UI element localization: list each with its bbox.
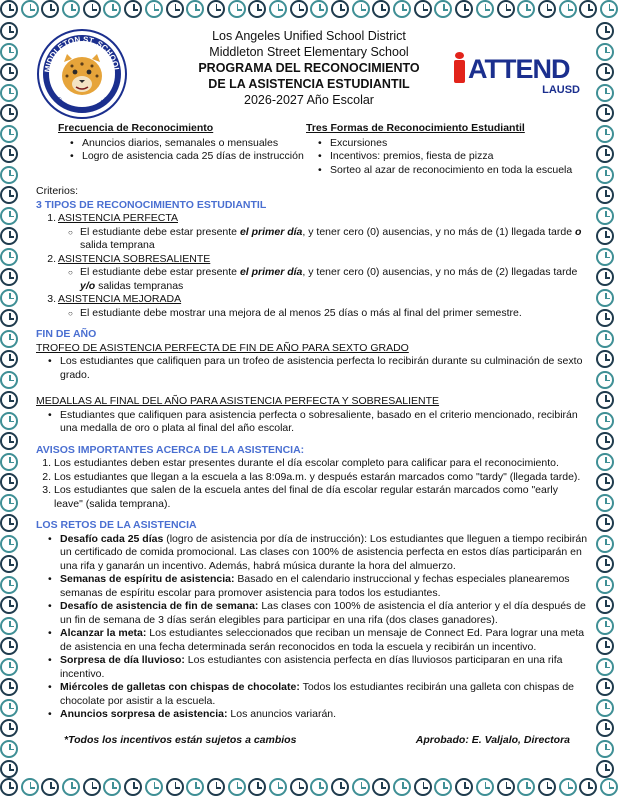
clock-icon <box>596 63 614 81</box>
program-title-line2: DE LA ASISTENCIA ESTUDIANTIL <box>208 77 410 91</box>
clock-icon <box>310 778 328 796</box>
clock-icon <box>228 778 246 796</box>
border-left <box>0 22 22 778</box>
clock-icon <box>0 371 18 389</box>
iattend-text: ATTEND <box>468 54 570 84</box>
clock-icon <box>0 166 18 184</box>
clock-icon <box>559 0 577 18</box>
clock-icon <box>596 84 614 102</box>
type-description: ○ El estudiante debe estar presente el primer día, y tener cero (0) ausencias, y no más de (2) llegadas tarde y/o salidas tempranas <box>80 266 588 293</box>
logo-motto: On the Road to Knowledge <box>55 95 109 115</box>
challenge-item: • Semanas de espíritu de asistencia: Basado en el calendario instruccional y fechas especiales planearemos semanas de espíritu escolar para promover asistencia para todos los estudiantes. <box>52 573 588 600</box>
notices-list <box>36 457 588 511</box>
clock-icon <box>0 617 18 635</box>
clock-icon <box>434 778 452 796</box>
clock-icon <box>596 740 614 758</box>
clock-icon <box>596 145 614 163</box>
clock-icon <box>103 0 121 18</box>
clock-icon <box>0 391 18 409</box>
clock-icon <box>0 514 18 532</box>
clock-icon <box>166 778 184 796</box>
clock-icon <box>0 227 18 245</box>
frequency-title: Frecuencia de Reconocimiento <box>58 122 214 134</box>
clock-icon <box>596 43 614 61</box>
medals-text: • Estudiantes que califiquen para asistencia perfecta o sobresaliente, basado en el criterio mencionado, recibirán una medalla de oro o plata al final del año escolar. <box>52 409 588 436</box>
clock-icon <box>596 289 614 307</box>
clock-icon <box>0 145 18 163</box>
clock-icon <box>0 22 18 40</box>
school-year: 2026-2027 Año Escolar <box>244 93 374 107</box>
recognition-columns <box>26 122 592 177</box>
clock-icon <box>207 0 225 18</box>
clock-icon <box>0 699 18 717</box>
clock-icon <box>0 125 18 143</box>
clock-icon <box>538 778 556 796</box>
clock-icon <box>62 778 80 796</box>
clock-icon <box>596 453 614 471</box>
clock-icon <box>538 0 556 18</box>
clock-icon <box>596 104 614 122</box>
clock-icon <box>517 778 535 796</box>
clock-icon <box>21 0 39 18</box>
logo-ring-text: MIDDLETON ST. SCHOOL <box>42 34 122 73</box>
clock-icon <box>0 719 18 737</box>
clock-icon <box>455 0 473 18</box>
trophy-title: TROFEO DE ASISTENCIA PERFECTA DE FIN DE AÑO PARA SEXTO GRADO <box>36 341 409 354</box>
clock-icon <box>145 778 163 796</box>
forms-title: Tres Formas de Reconocimiento Estudiantil <box>306 122 525 134</box>
clock-icon <box>0 778 18 796</box>
school-name: Middleton Street Elementary School <box>209 45 409 59</box>
clock-icon <box>596 227 614 245</box>
clock-icon <box>596 22 614 40</box>
type-description: ○ El estudiante debe estar presente el primer día, y tener cero (0) ausencias, y no más de (1) llegada tarde o salida temprana <box>80 226 588 253</box>
challenges-heading: LOS RETOS DE LA ASISTENCIA <box>36 519 197 531</box>
clock-icon <box>596 166 614 184</box>
notices-heading: AVISOS IMPORTANTES ACERCA DE LA ASISTENCIA: <box>36 443 305 456</box>
clock-icon <box>596 371 614 389</box>
clock-icon <box>559 778 577 796</box>
clock-icon <box>0 576 18 594</box>
clock-icon <box>290 778 308 796</box>
clock-icon <box>0 289 18 307</box>
flyer-page <box>26 22 592 778</box>
clock-icon <box>352 778 370 796</box>
frequency-item: • Anuncios diarios, semanales o mensuales <box>74 137 306 151</box>
clock-icon <box>186 778 204 796</box>
clock-icon <box>0 84 18 102</box>
type-item: 3. ASISTENCIA MEJORADA <box>47 293 182 305</box>
clock-icon <box>414 778 432 796</box>
program-title-line1: PROGRAMA DEL RECONOCIMIENTO <box>198 61 420 75</box>
clock-icon <box>372 0 390 18</box>
clock-icon <box>124 0 142 18</box>
clock-icon <box>0 186 18 204</box>
border-top <box>0 0 618 22</box>
clock-icon <box>0 207 18 225</box>
clock-icon <box>596 514 614 532</box>
iattend-logo <box>454 54 584 104</box>
clock-icon <box>414 0 432 18</box>
clock-icon <box>124 778 142 796</box>
approved-by: Aprobado: E. Valjalo, Directora <box>415 733 570 746</box>
type-description: ○ El estudiante debe mostrar una mejora de al menos 25 días o más al final del primer semestre. <box>80 307 588 321</box>
iattend-i-dot <box>455 52 464 59</box>
clock-icon <box>0 658 18 676</box>
incentives-note: *Todos los incentivos están sujetos a cambios <box>64 733 297 746</box>
clock-icon <box>497 0 515 18</box>
clock-icon <box>248 778 266 796</box>
clock-icon <box>596 350 614 368</box>
criteria-label: Criterios: <box>36 185 79 197</box>
clock-icon <box>476 0 494 18</box>
clock-icon <box>596 678 614 696</box>
trophy-text: • Los estudiantes que califiquen para un trofeo de asistencia perfecta lo recibirán durante su culminación de sexto grado. <box>52 355 588 382</box>
clock-icon <box>41 0 59 18</box>
notice-item: 1. Los estudiantes deben estar presentes durante el día escolar completo para calificar para el reconocimiento. <box>42 457 559 469</box>
clock-icon <box>0 104 18 122</box>
clock-icon <box>269 778 287 796</box>
challenges-list <box>36 533 588 722</box>
footer <box>26 722 592 746</box>
forms-item: • Excursiones <box>322 137 591 151</box>
clock-icon <box>596 576 614 594</box>
clock-icon <box>579 778 597 796</box>
challenge-item: • Anuncios sorpresa de asistencia: Los anuncios variarán. <box>52 708 588 722</box>
criteria-heading: 3 TIPOS DE RECONOCIMIENTO ESTUDIANTIL <box>36 198 267 211</box>
clock-icon <box>0 637 18 655</box>
forms-section <box>306 122 591 177</box>
clock-icon <box>600 0 618 18</box>
clock-icon <box>596 535 614 553</box>
district-name: Los Angeles Unified School District <box>212 29 406 43</box>
clock-icon <box>600 778 618 796</box>
challenge-item: • Alcanzar la meta: Los estudiantes seleccionados que reciban un mensaje de Connect Ed. Para lograr una meta de asistencia en una fecha determinada serán reconocidos en toda la escuela y recibirán un incentivo. <box>52 627 588 654</box>
clock-icon <box>596 719 614 737</box>
clock-icon <box>596 125 614 143</box>
clock-icon <box>331 778 349 796</box>
clock-icon <box>596 760 614 778</box>
clock-icon <box>0 555 18 573</box>
clock-icon <box>476 778 494 796</box>
forms-item: • Sorteo al azar de reconocimiento en toda la escuela <box>322 164 591 178</box>
clock-icon <box>517 0 535 18</box>
clock-icon <box>352 0 370 18</box>
clock-icon <box>0 268 18 286</box>
clock-icon <box>290 0 308 18</box>
clock-icon <box>248 0 266 18</box>
clock-icon <box>596 248 614 266</box>
challenge-item: • Sorpresa de día lluvioso: Los estudiantes con asistencia perfecta en días lluviosos participaran en una rifa incentivo. <box>52 654 588 681</box>
clock-icon <box>62 0 80 18</box>
challenge-item: • Desafío de asistencia de fin de semana: Las clases con 100% de asistencia el día anterior y el día después de un fin de semana de 3 días serán elegibles para participar en una rifa (dos clases ganadores). <box>52 600 588 627</box>
medals-title: MEDALLAS AL FINAL DEL AÑO PARA ASISTENCIA PERFECTA Y SOBRESALIENTE <box>36 395 440 407</box>
notice-item: 3. Los estudiantes que salen de la escuela antes del final de día escolar regular estarán marcados como "early leave" (salida temprana). <box>42 484 558 510</box>
clock-icon <box>596 207 614 225</box>
clock-icon <box>596 596 614 614</box>
clock-icon <box>393 0 411 18</box>
clock-icon <box>0 453 18 471</box>
clock-icon <box>0 494 18 512</box>
clock-icon <box>0 678 18 696</box>
iattend-lausd: LAUSD <box>542 84 580 96</box>
clock-icon <box>455 778 473 796</box>
clock-icon <box>0 760 18 778</box>
clock-icon <box>0 350 18 368</box>
clock-icon <box>579 0 597 18</box>
clock-icon <box>497 778 515 796</box>
header-text <box>136 28 482 108</box>
clock-icon <box>269 0 287 18</box>
recognition-types <box>36 212 588 320</box>
header <box>26 22 592 120</box>
clock-icon <box>596 432 614 450</box>
notice-item: 2. Los estudiantes que llegan a la escuela a las 8:09a.m. y después estarán marcados como "tardy" (llegada tarde). <box>42 470 581 483</box>
clock-icon <box>145 0 163 18</box>
clock-icon <box>166 0 184 18</box>
challenge-item: • Miércoles de galletas con chispas de chocolate: Todos los estudiantes recibirán una galleta con chispas de chocolate por asistir a la escuela. <box>52 681 588 708</box>
type-item: 2. ASISTENCIA SOBRESALIENTE <box>47 252 211 265</box>
clock-icon <box>596 699 614 717</box>
clock-icon <box>596 555 614 573</box>
clock-icon <box>103 778 121 796</box>
clock-icon <box>83 0 101 18</box>
clock-icon <box>596 658 614 676</box>
clock-icon <box>393 778 411 796</box>
clock-icon <box>0 309 18 327</box>
clock-icon <box>0 63 18 81</box>
clock-icon <box>596 637 614 655</box>
clock-icon <box>0 0 18 18</box>
clock-icon <box>228 0 246 18</box>
clock-icon <box>0 473 18 491</box>
year-end-heading: FIN DE AÑO <box>36 328 97 340</box>
frequency-item: • Logro de asistencia cada 25 días de instrucción <box>74 150 306 164</box>
clock-icon <box>310 0 328 18</box>
type-name: ASISTENCIA PERFECTA <box>58 212 178 224</box>
clock-icon <box>596 617 614 635</box>
type-name: ASISTENCIA SOBRESALIENTE <box>58 252 211 265</box>
challenge-item: • Desafío cada 25 días (logro de asistencia por día de instrucción): Los estudiantes que lleguen a tiempo recibirán un certificado de comida promocional. Las clases con 100% de asistencia perfecta en estos días participarán en una rifa y ganarán un incentivo. Además, habrá música durante la hora del almuerzo. <box>52 533 588 574</box>
clock-icon <box>596 412 614 430</box>
iattend-i-stem <box>454 60 465 83</box>
clock-icon <box>21 778 39 796</box>
clock-icon <box>0 412 18 430</box>
clock-icon <box>596 268 614 286</box>
clock-icon <box>83 778 101 796</box>
clock-icon <box>0 432 18 450</box>
body <box>26 185 592 722</box>
clock-icon <box>0 740 18 758</box>
clock-icon <box>0 535 18 553</box>
border-bottom <box>0 778 618 800</box>
clock-icon <box>434 0 452 18</box>
clock-icon <box>596 330 614 348</box>
border-right <box>596 22 618 778</box>
frequency-section <box>58 122 306 177</box>
clock-icon <box>0 330 18 348</box>
type-name: ASISTENCIA MEJORADA <box>58 293 182 305</box>
clock-icon <box>0 596 18 614</box>
clock-icon <box>596 309 614 327</box>
school-logo <box>36 28 128 120</box>
type-item: 1. ASISTENCIA PERFECTA <box>47 212 178 224</box>
clock-icon <box>596 391 614 409</box>
clock-icon <box>0 43 18 61</box>
clock-icon <box>596 186 614 204</box>
clock-icon <box>0 248 18 266</box>
clock-icon <box>596 494 614 512</box>
clock-icon <box>596 473 614 491</box>
forms-item: • Incentivos: premios, fiesta de pizza <box>322 150 591 164</box>
clock-icon <box>331 0 349 18</box>
clock-icon <box>372 778 390 796</box>
clock-icon <box>186 0 204 18</box>
clock-icon <box>207 778 225 796</box>
clock-icon <box>41 778 59 796</box>
